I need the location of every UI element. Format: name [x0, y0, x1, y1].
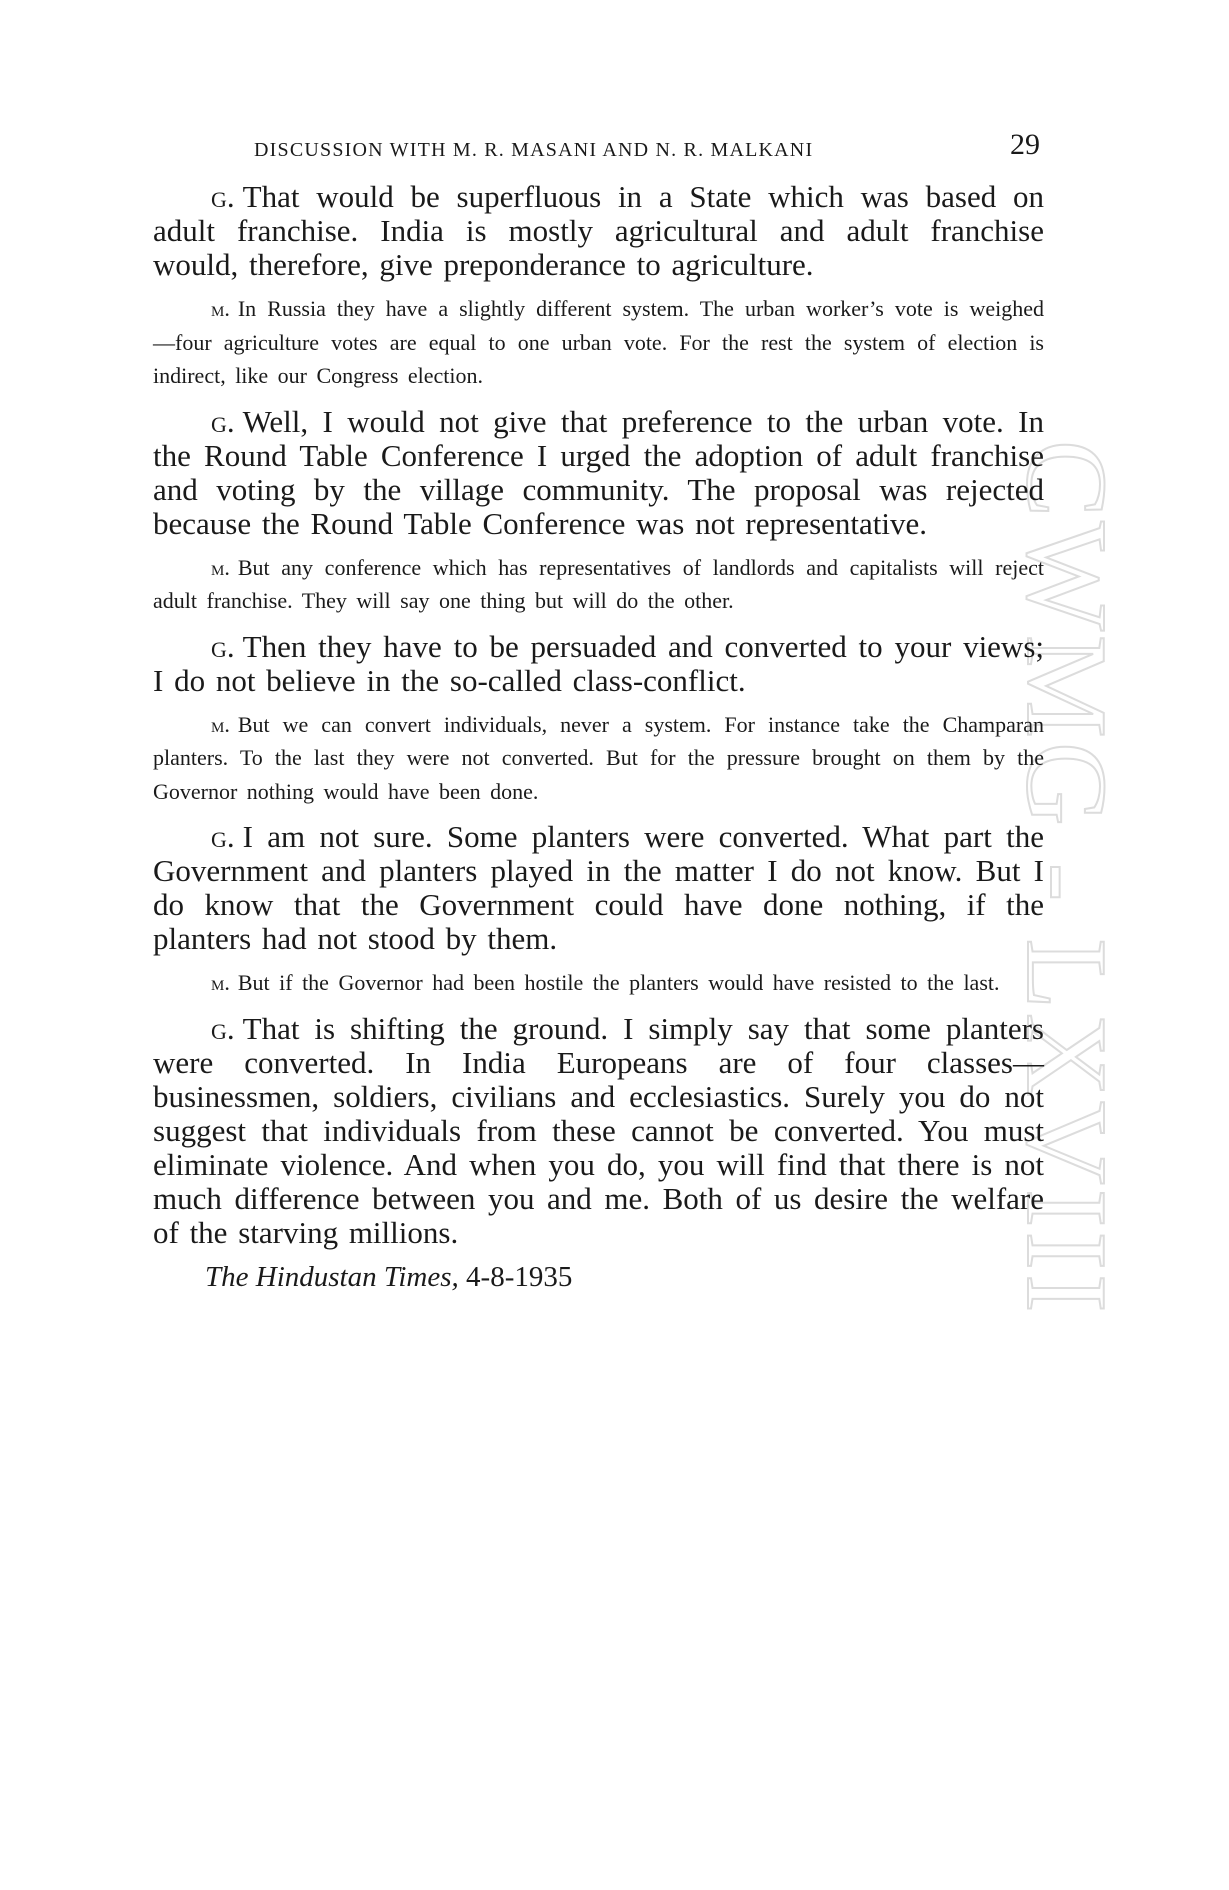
paragraph-gandhi	[153, 820, 1044, 956]
speaker-label: m.	[211, 554, 230, 580]
speaker-label: g.	[211, 403, 235, 439]
paragraph-text: That is shifting the ground. I simply say that some planters were converted. In India Europeans are of four classes—businessmen, soldiers, civilians and ecclesiastics. Surely you do not suggest that individuals from these cannot be converted. You must eliminate violence. And when you do, you will find that there is not much difference between you and me. Both of us desire the welfare of the starving millions.	[153, 1010, 1044, 1250]
paragraph-gandhi	[153, 180, 1044, 282]
paragraph-text: That would be superfluous in a State which was based on adult franchise. India is mostly agricultural and adult franchise would, therefore, give preponderance to agriculture.	[153, 179, 1044, 282]
paragraph-masani	[153, 292, 1044, 393]
speaker-label: m.	[211, 296, 230, 321]
speaker-label: g.	[211, 628, 235, 664]
paragraph-text: But any conference which has representatives of landlords and capitalists will reject adult franchise. They will say one thing but will do the other.	[153, 554, 1044, 613]
paragraph-text: In Russia they have a slightly different system. The urban worker’s vote is weighed—four agriculture votes are equal to one urban vote. For the rest the system of election is indirect, like our Congress election.	[153, 296, 1044, 388]
page-header	[154, 128, 1044, 178]
paragraph-masani	[153, 708, 1044, 809]
speaker-label: g.	[211, 819, 235, 854]
paragraph-text: But we can convert individuals, never a system. For instance take the Champaran planters. To the last they were not converted. But for the pressure brought on them by the Governor nothing would have been done.	[153, 711, 1044, 804]
source-publication: The Hindustan Times,	[205, 1260, 459, 1293]
speaker-label: g.	[211, 179, 235, 214]
speaker-label: m.	[211, 970, 230, 995]
paragraph-gandhi	[153, 630, 1044, 698]
source-citation	[153, 1260, 1044, 1294]
paragraph-text: Well, I would not give that preference to the urban vote. In the Round Table Conference I urged the adoption of adult franchise and voting by the village community. The proposal was rejected because the Round Table Conference was not representative.	[153, 403, 1044, 541]
paragraph-text: I am not sure. Some planters were converted. What part the Government and planters played in the matter I do not know. But I do know that the Government could have done nothing, if the planters had not stood by them.	[153, 819, 1044, 956]
paragraph-gandhi	[153, 405, 1044, 541]
paragraph-masani	[153, 551, 1044, 618]
speaker-label: g.	[211, 1010, 235, 1046]
paragraph-text: Then they have to be persuaded and converted to your views; I do not believe in the so-called class-conflict.	[153, 628, 1044, 698]
paragraph-text: But if the Governor had been hostile the planters would have resisted to the last.	[237, 970, 1000, 995]
watermark-text: CWMG - LXVIII	[1002, 440, 1130, 1317]
body-text	[153, 180, 1044, 1294]
source-date: 4-8-1935	[466, 1260, 573, 1293]
speaker-label: m.	[211, 711, 230, 737]
page-number: 29	[1010, 128, 1040, 161]
paragraph-gandhi	[153, 1012, 1044, 1250]
paragraph-masani	[153, 966, 1044, 1000]
running-head: DISCUSSION WITH M. R. MASANI AND N. R. MALKANI	[254, 139, 814, 161]
